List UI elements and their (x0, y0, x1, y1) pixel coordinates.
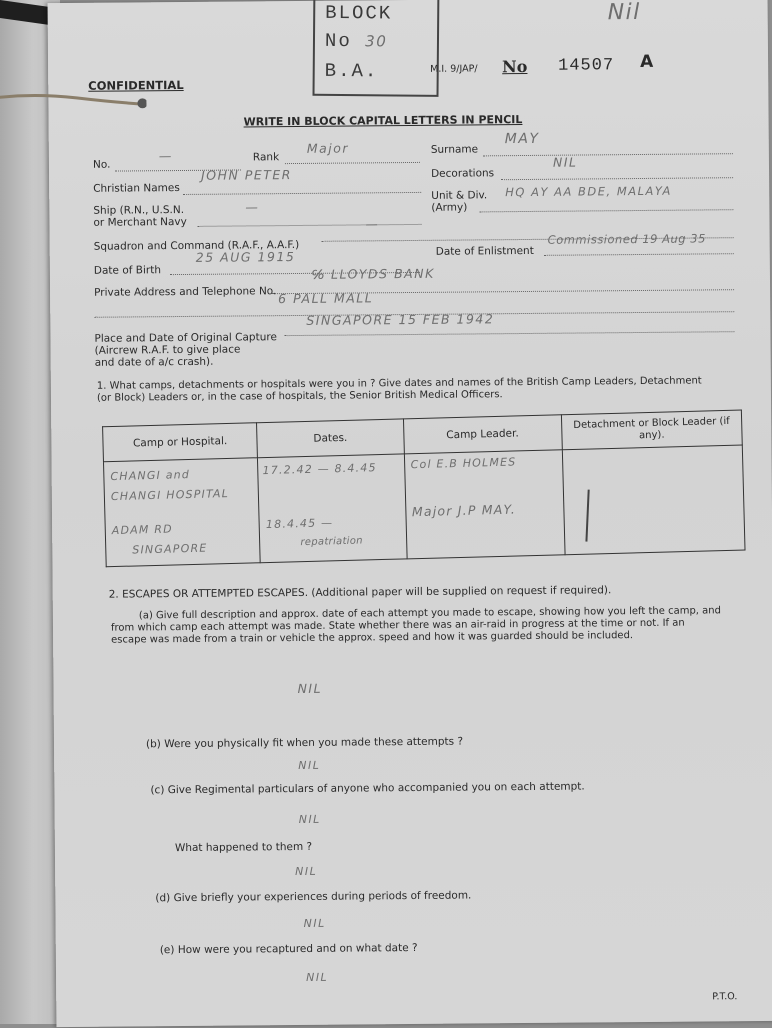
number-label: No (502, 56, 528, 77)
surname-value: MAY (504, 130, 540, 148)
q2b-answer: NIL (298, 758, 321, 773)
q1-text-2: (or Block) Leaders or, in the case of hospitals, the Senior British Medical Officers. (96, 389, 503, 404)
ship-line (197, 224, 421, 227)
rank-label: Rank (252, 151, 280, 164)
address-value-2: 6 PALL MALL (278, 290, 374, 307)
unit-label-2: (Army) (431, 201, 468, 214)
ship-label-2: or Merchant Navy (93, 215, 187, 229)
rank-value: Major (306, 140, 350, 156)
squadron-value: — (365, 216, 380, 232)
dates-line-1: 17.2.42 — 8.4.45 (262, 461, 377, 478)
capture-line (284, 331, 734, 336)
capture-value: SINGAPORE 15 FEB 1942 (306, 311, 495, 328)
dates-cell (258, 454, 407, 563)
q2d-answer: NIL (303, 916, 326, 930)
camp-line-3: ADAM RD (111, 522, 173, 538)
rank-line (285, 162, 420, 164)
stamp-ba-text: B.A. (324, 59, 379, 83)
header-detachment-leader: Detachment or Block Leader (if any). (561, 410, 742, 450)
table-row (103, 445, 745, 567)
form-page (48, 0, 772, 1027)
stamp-no-text (325, 30, 388, 53)
address-value-1: ℅ LLOYDS BANK (311, 265, 435, 282)
series-letter: A (639, 51, 654, 72)
q2a-answer: NIL (297, 680, 323, 697)
capture-label-2: (Aircrew R.A.F. to give place (94, 343, 241, 357)
surname-label: Surname (430, 143, 479, 156)
unit-label: Unit & Div. (431, 189, 488, 202)
squadron-label: Squadron and Command (R.A.F., A.A.F.) (93, 238, 300, 253)
enlistment-value: Commissioned 19 Aug 35 (547, 231, 706, 247)
no-label: No. (92, 158, 111, 171)
q2c-followup: What happened to them ? (174, 840, 313, 855)
detachment-cell (562, 445, 745, 555)
header-camp-leader: Camp Leader. (403, 415, 562, 454)
surname-line (483, 153, 733, 156)
christian-names-label: Christian Names (93, 182, 180, 195)
q2a-text-3: escape was made from a train or vehicle the approx. speed and how it was guarded should be included. (111, 630, 634, 646)
dob-value: 25 AUG 1915 (195, 249, 296, 265)
header-camp: Camp or Hospital. (103, 423, 258, 462)
enlistment-line (544, 253, 734, 256)
stamp-block-text: BLOCK (325, 1, 393, 25)
ship-label: Ship (R.N., U.S.N. (93, 203, 185, 217)
dob-label: Date of Birth (93, 264, 162, 277)
q2b-text: (b) Were you physically fit when you made these attempts ? (145, 735, 464, 751)
address-label: Private Address and Telephone No. (94, 285, 277, 299)
q2a-text: (a) Give full description and approx. date of each attempt you made to escape, showing how you left the camp, and (138, 605, 722, 622)
decorations-label: Decorations (430, 167, 495, 180)
ship-value: — (245, 199, 260, 215)
camp-line-4: SINGAPORE (132, 541, 208, 557)
stamp-number: 30 (365, 32, 388, 51)
q1-text: 1. What camps, detachments or hospitals were you in ? Give dates and names of the British Camp Leaders, Detachment (96, 375, 702, 392)
leader-line-1: Col E.B HOLMES (410, 455, 517, 472)
q2c-answer: NIL (298, 812, 321, 827)
enlistment-label: Date of Enlistment (435, 244, 534, 258)
header-dates: Dates. (257, 419, 404, 458)
capture-label: Place and Date of Original Capture (94, 331, 277, 345)
leader-line-2: Major J.P MAY. (411, 501, 517, 520)
pen-mark (585, 490, 589, 542)
dates-line-3: repatriation (300, 535, 364, 549)
unit-line (479, 209, 733, 212)
capture-label-3: and date of a/c crash). (94, 355, 214, 369)
decorations-value: NIL (552, 154, 578, 170)
instruction-heading: WRITE IN BLOCK CAPITAL LETTERS IN PENCIL (243, 113, 523, 129)
decorations-line (501, 177, 733, 180)
stamp-no-label: No (324, 29, 352, 53)
q2e-text: (e) How were you recaptured and on what date ? (159, 941, 418, 957)
unit-value: HQ AY AA BDE, MALAYA (505, 183, 672, 200)
camp-line-2: CHANGI HOSPITAL (110, 486, 230, 504)
leader-cell (404, 450, 565, 559)
corner-note: Nil (607, 0, 641, 26)
christian-names-line (183, 192, 421, 195)
camp-cell (103, 458, 260, 567)
q2d-text: (d) Give briefly your experiences during periods of freedom. (155, 889, 472, 905)
q2e-answer: NIL (306, 970, 329, 984)
no-value: — (158, 148, 173, 164)
q2c-followup-answer: NIL (295, 864, 318, 879)
dates-line-2: 18.4.45 — (265, 516, 334, 532)
pto-label: P.T.O. (712, 991, 738, 1003)
q2a-text-2: from which camp each attempt was made. State whether there was an air-raid in progress at the time or not. If an (110, 617, 685, 634)
serial-number: 14507 (558, 56, 615, 76)
confidential-label: CONFIDENTIAL (88, 77, 184, 93)
camps-table (102, 410, 745, 568)
q2c-text: (c) Give Regimental particulars of anyone who accompanied you on each attempt. (150, 780, 585, 797)
christian-names-value: JOHN PETER (200, 167, 293, 183)
block-stamp (313, 0, 440, 97)
q2-heading: 2. ESCAPES OR ATTEMPTED ESCAPES. (Additional paper will be supplied on request if required). (108, 584, 612, 601)
form-reference: M.I. 9/JAP/ (430, 63, 478, 75)
camp-line-1: CHANGI and (110, 468, 191, 484)
